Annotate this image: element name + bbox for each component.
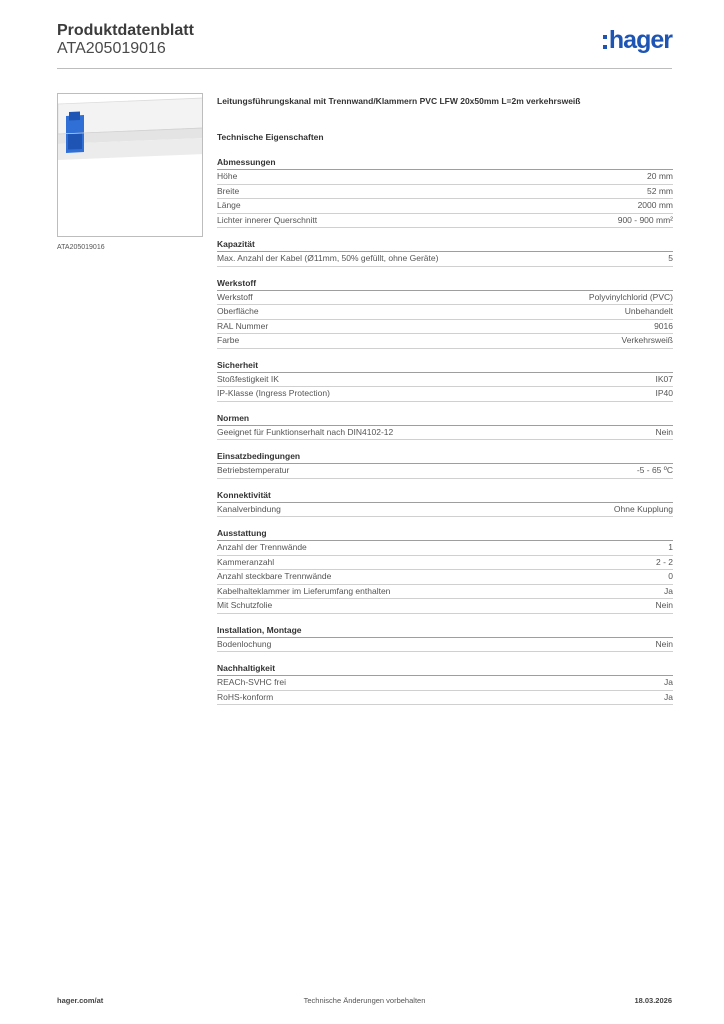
property-row <box>217 570 673 585</box>
property-label: Betriebstemperatur <box>217 465 290 475</box>
property-label: Länge <box>217 200 241 210</box>
property-row <box>217 373 673 388</box>
property-label: REACh-SVHC frei <box>217 677 286 687</box>
property-groups <box>217 156 673 705</box>
property-value: 5 <box>668 253 673 263</box>
property-group <box>217 624 673 653</box>
property-value: IK07 <box>655 373 673 384</box>
property-value: Polyvinylchlorid (PVC) <box>588 291 673 302</box>
property-group <box>217 412 673 441</box>
document-title: Produktdatenblatt <box>57 22 194 39</box>
property-label: RAL Nummer <box>217 320 269 331</box>
property-row <box>217 599 673 614</box>
group-title: Nachhaltigkeit <box>217 662 673 676</box>
product-description: Leitungsführungskanal mit Trennwand/Klammern PVC LFW 20x50mm L=2m verkehrsweiß <box>217 96 581 106</box>
property-group <box>217 489 673 518</box>
property-row <box>217 691 673 706</box>
property-value: 1 <box>668 542 673 552</box>
property-value: Ja <box>664 691 673 702</box>
property-value: IP40 <box>655 388 673 398</box>
product-image <box>57 93 203 237</box>
group-title: Konnektivität <box>217 489 673 503</box>
property-value: -5 - 65 ºC <box>636 465 673 475</box>
group-title: Ausstattung <box>217 527 673 541</box>
property-label: Kabelhalteklammer im Lieferumfang enthalten <box>217 585 391 596</box>
group-title: Abmessungen <box>217 156 673 170</box>
datasheet-content <box>217 96 673 715</box>
section-title: Technische Eigenschaften <box>217 132 324 142</box>
property-row <box>217 464 673 479</box>
property-value: Ja <box>664 677 673 687</box>
logo-text: hager <box>608 26 672 54</box>
property-row <box>217 199 673 214</box>
property-label: Breite <box>217 185 240 196</box>
property-label: Bodenlochung <box>217 638 272 649</box>
property-label: IP-Klasse (Ingress Protection) <box>217 388 330 398</box>
property-row <box>217 320 673 335</box>
property-row <box>217 676 673 691</box>
property-label: Kammeranzahl <box>217 556 275 567</box>
property-value: 0 <box>668 571 673 581</box>
property-row <box>217 426 673 441</box>
footer-notice: Technische Änderungen vorbehalten <box>303 996 426 1005</box>
property-value: Unbehandelt <box>624 306 673 316</box>
property-value: Ja <box>664 585 673 596</box>
property-row <box>217 214 673 229</box>
group-title: Werkstoff <box>217 277 673 291</box>
property-label: Mit Schutzfolie <box>217 600 273 610</box>
property-row <box>217 305 673 320</box>
property-label: Max. Anzahl der Kabel (Ø11mm, 50% gefüllt, ohne Geräte) <box>217 253 439 263</box>
property-label: Oberfläche <box>217 306 259 316</box>
property-group <box>217 662 673 705</box>
property-group <box>217 156 673 228</box>
property-group <box>217 359 673 402</box>
footer-date: 18.03.2026 <box>634 996 672 1005</box>
group-title: Kapazität <box>217 238 673 252</box>
property-group <box>217 238 673 267</box>
property-row <box>217 638 673 653</box>
page-header <box>57 22 672 69</box>
group-title: Installation, Montage <box>217 624 673 638</box>
property-row <box>217 503 673 518</box>
property-value: 2000 mm <box>637 200 673 210</box>
property-label: Farbe <box>217 335 240 345</box>
footer-website[interactable]: hager.com/at <box>57 996 104 1005</box>
property-value: Nein <box>655 638 673 649</box>
property-label: Kanalverbindung <box>217 503 281 514</box>
property-label: Lichter innerer Querschnitt <box>217 214 318 225</box>
property-row <box>217 185 673 200</box>
property-value: 20 mm <box>647 171 673 181</box>
property-row <box>217 291 673 306</box>
property-label: RoHS-konform <box>217 691 274 702</box>
property-row <box>217 170 673 185</box>
property-value: Nein <box>655 426 673 437</box>
property-label: Werkstoff <box>217 291 253 302</box>
property-group <box>217 277 673 349</box>
property-value: Verkehrsweiß <box>621 335 673 345</box>
property-row <box>217 334 673 349</box>
article-number: ATA205019016 <box>57 40 166 57</box>
property-label: Anzahl steckbare Trennwände <box>217 571 332 581</box>
property-row <box>217 585 673 600</box>
property-row <box>217 387 673 402</box>
logo-dots-icon <box>603 35 607 49</box>
group-title: Normen <box>217 412 673 426</box>
property-row <box>217 541 673 556</box>
property-row <box>217 252 673 267</box>
property-value: 900 - 900 mm² <box>617 214 673 225</box>
property-value: 2 - 2 <box>655 556 673 567</box>
property-group <box>217 450 673 479</box>
property-label: Höhe <box>217 171 238 181</box>
property-label: Stoßfestigkeit IK <box>217 373 279 384</box>
property-group <box>217 527 673 614</box>
property-label: Anzahl der Trennwände <box>217 542 307 552</box>
cable-duct-illustration <box>58 94 203 237</box>
image-caption: ATA205019016 <box>57 244 105 251</box>
group-title: Einsatzbedingungen <box>217 450 673 464</box>
property-value: Ohne Kupplung <box>613 503 673 514</box>
property-value: 52 mm <box>647 185 673 196</box>
property-label: Geeignet für Funktionserhalt nach DIN4102-12 <box>217 426 394 437</box>
property-row <box>217 556 673 571</box>
property-value: Nein <box>655 600 673 610</box>
group-title: Sicherheit <box>217 359 673 373</box>
hager-logo <box>603 26 672 54</box>
property-value: 9016 <box>654 320 673 331</box>
